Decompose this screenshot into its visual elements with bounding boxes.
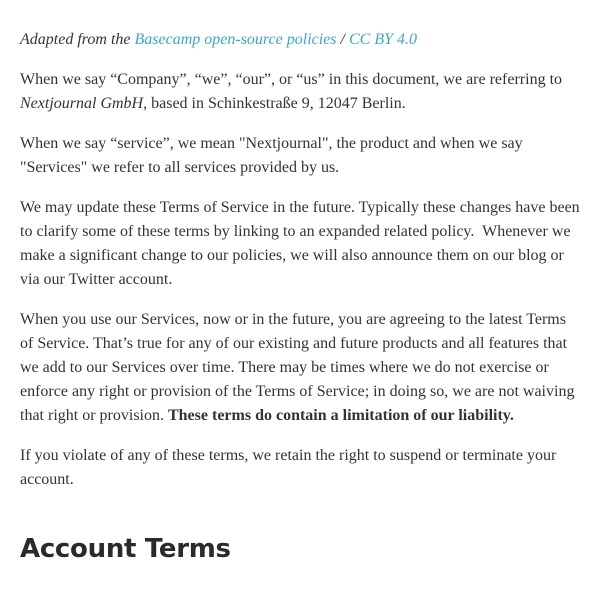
basecamp-policies-link[interactable]: Basecamp open-source policies xyxy=(134,31,337,48)
attribution-line xyxy=(20,28,580,52)
company-definition-text: When we say “Company”, “we”, “our”, or “us” in this document, we are referring to xyxy=(20,71,563,88)
company-address-text: , based in Schinkestraße 9, 12047 Berlin. xyxy=(143,95,406,112)
account-terms-heading: Account Terms xyxy=(20,534,231,564)
service-definition-paragraph: When we say “service”, we mean "Nextjournal", the product and when we say "Services" we refer to all services provided by us. xyxy=(20,135,523,176)
agreement-text: When you use our Services, now or in the future, you are agreeing to the latest Terms of Service. That’s true for any of our existing and future products and all features that we add to our Services over time. There may be times where we do not exercise or enforce any right or provision of the Terms of Service; in doing so, we are not waiving that right or provision. xyxy=(20,311,575,424)
company-definition-paragraph xyxy=(20,68,580,116)
agreement-paragraph xyxy=(20,308,580,428)
company-name: Nextjournal GmbH xyxy=(20,95,144,112)
violation-paragraph: If you violate of any of these terms, we retain the right to suspend or terminate your account. xyxy=(20,447,557,488)
attribution-prefix: Adapted from the xyxy=(20,31,135,48)
liability-notice: These terms do contain a limitation of our liability. xyxy=(167,407,514,424)
attribution-separator: / xyxy=(336,31,349,48)
cc-by-license-link[interactable]: CC BY 4.0 xyxy=(348,31,417,48)
updates-paragraph: We may update these Terms of Service in the future. Typically these changes have been to clarify some of these terms by linking to an expanded related policy. Whenever we make a significant change to our policies, we will also announce them on our blog or via our Twitter account. xyxy=(20,199,580,288)
